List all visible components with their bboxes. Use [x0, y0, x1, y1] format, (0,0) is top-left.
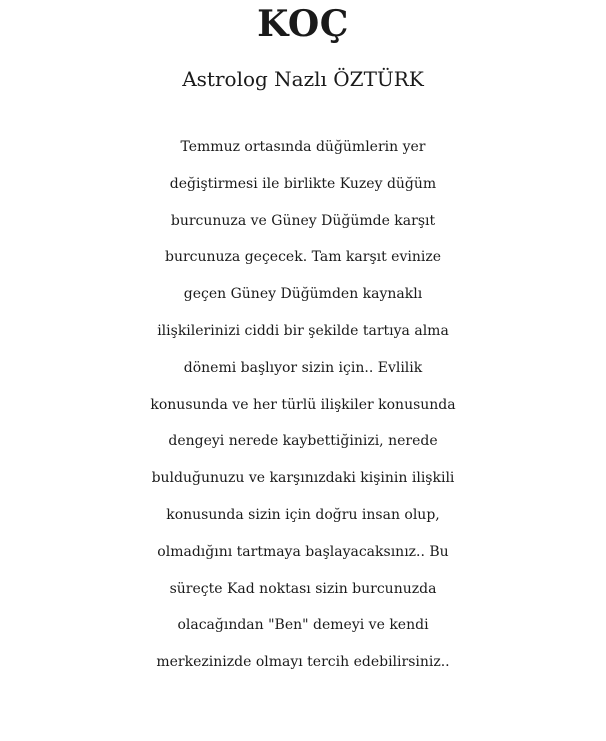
text-line: konusunda sizin için doğru insan olup, — [166, 506, 440, 523]
text-line: merkezinizde olmayı tercih edebilirsiniz.. — [156, 654, 450, 671]
author-byline: Astrolog Nazlı ÖZTÜRK — [182, 67, 424, 91]
text-line: ilişkilerinizi ciddi bir şekilde tartıya alma — [157, 322, 449, 339]
text-line: olmadığını tartmaya başlayacaksınız.. Bu — [157, 543, 449, 560]
text-line: Temmuz ortasında düğümlerin yer — [180, 139, 426, 155]
text-line: konusunda ve her türlü ilişkiler konusunda — [150, 396, 456, 413]
horoscope-text — [0, 129, 606, 681]
text-line: dönemi başlıyor sizin için.. Evlilik — [183, 359, 423, 376]
text-line: geçen Güney Düğümden kaynaklı — [183, 286, 423, 303]
text-line: olacağından "Ben" demeyi ve kendi — [177, 617, 429, 634]
text-line: bulduğunuzu ve karşınızdaki kişinin ilişkili — [151, 470, 455, 487]
text-line: burcunuza ve Güney Düğümde karşıt — [170, 212, 436, 229]
text-line: dengeyi nerede kaybettiğinizi, nerede — [168, 433, 438, 450]
text-line: değiştirmesi ile birlikte Kuzey düğüm — [169, 175, 437, 192]
text-line: süreçte Kad noktası sizin burcunuzda — [169, 580, 437, 597]
text-line: burcunuza geçecek. Tam karşıt evinize — [164, 249, 442, 266]
page-title: KOÇ — [257, 3, 349, 45]
